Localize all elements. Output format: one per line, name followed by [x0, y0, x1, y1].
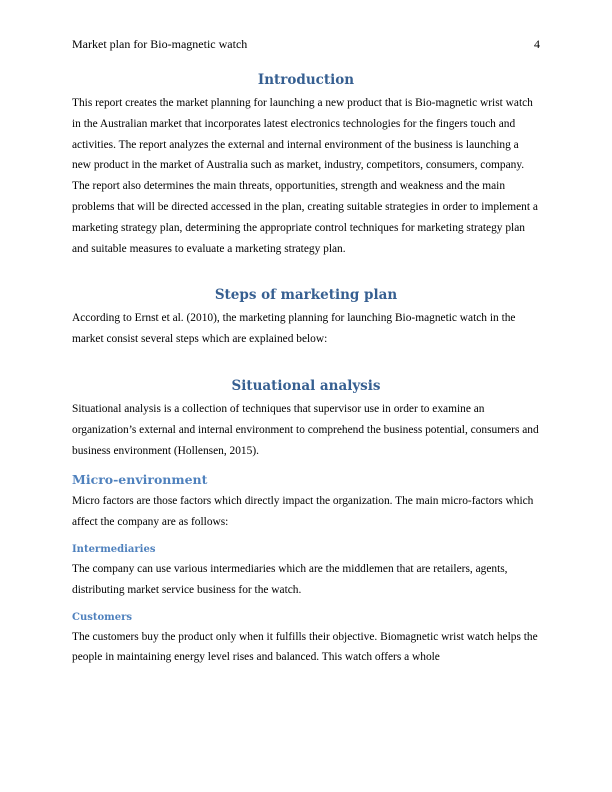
introduction-heading: Introduction	[257, 72, 355, 88]
micro-environment-paragraph: Micro factors are those factors which directly impact the organization. The main micro-factors which affect the company are as follows:	[72, 495, 534, 529]
customers-heading: Customers	[72, 611, 132, 623]
page-number: 4	[534, 37, 540, 51]
customers-paragraph: The customers buy the product only when it fulfills their objective. Biomagnetic wrist watch helps the people in maintaining energy level rises and balanced. This watch offers a whole	[72, 630, 538, 664]
situational-heading: Situational analysis	[231, 377, 381, 394]
introduction-paragraph: This report creates the market planning for launching a new product that is Bio-magnetic wrist watch in the Australian market that incorporates latest electronics technologies for the fingers touch and activities. The report analyzes the external and internal environment of the business is launching a new product in the market of Australia such as market, industry, competitors, consumers, company. The report also determines the main threats, opportunities, strength and weakness and the main problems that will be directed accessed in the plan, creating suitable strategies in order to implement a marketing strategy plan, determining the appropriate control techniques for marketing strategy plan and suitable measures to evaluate a marketing strategy plan.	[72, 97, 538, 255]
steps-paragraph: According to Ernst et al. (2010), the marketing planning for launching Bio-magnetic watch in the market consist several steps which are explained below:	[72, 312, 516, 346]
micro-environment-heading: Micro-environment	[72, 472, 208, 488]
intermediaries-paragraph: The company can use various intermediaries which are the middlemen that are retailers, agents, distributing market service business for the watch.	[72, 562, 508, 596]
situational-paragraph: Situational analysis is a collection of techniques that supervisor use in order to examine an organization’s external and internal environment to comprehend the business potential, consumers and business environment (Hollensen, 2015).	[72, 402, 539, 457]
steps-heading: Steps of marketing plan	[214, 287, 398, 304]
header-title: Market plan for Bio-magnetic watch	[72, 37, 248, 51]
page-content	[72, 70, 540, 668]
intermediaries-heading: Intermediaries	[72, 543, 156, 555]
